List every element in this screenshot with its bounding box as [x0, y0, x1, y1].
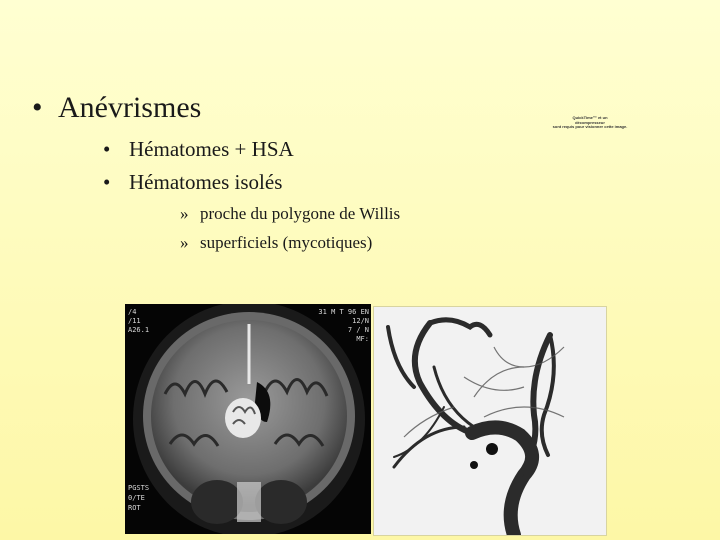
chevron-glyph: » [180, 204, 189, 223]
sub-sub-bullet-text: superficiels (mycotiques) [200, 233, 373, 252]
mri-label: ROT [128, 504, 141, 512]
mri-label: /11 [128, 317, 141, 325]
angiogram-image [373, 306, 607, 536]
mri-label: 7 / N [347, 326, 369, 334]
mri-label: PGSTS [128, 484, 150, 492]
mri-label: A26.1 [128, 326, 150, 334]
mri-label: 31 M T 96 EN [318, 308, 369, 316]
sub-sub-bullet-1 [180, 203, 400, 225]
mri-label: 0/TE [128, 494, 145, 502]
bullet-main [32, 90, 201, 126]
quicktime-line: sont requis pour visionner cette image. [552, 124, 628, 129]
sub-sub-bullet-2 [180, 232, 372, 254]
bullet-glyph: • [103, 137, 111, 161]
quicktime-line: QuickTime™ et un [572, 115, 608, 120]
quicktime-placeholder [548, 116, 632, 130]
angiogram-illustration [374, 307, 606, 535]
bullet-glyph: • [103, 170, 111, 194]
mri-label: 12/N [352, 317, 369, 325]
sub-bullet-1 [103, 136, 294, 162]
sub-bullet-text: Hématomes isolés [129, 170, 283, 194]
mri-illustration [125, 304, 371, 534]
chevron-glyph: » [180, 233, 189, 252]
image-panel [125, 304, 605, 534]
quicktime-line: décompresseur [575, 119, 605, 125]
mri-label: MF: [356, 335, 369, 343]
sub-sub-bullet-text: proche du polygone de Willis [200, 204, 401, 223]
bullet-glyph: • [32, 91, 43, 124]
mri-label: /4 [128, 308, 137, 316]
bullet-main-text: Anévrismes [58, 91, 202, 124]
sub-bullet-2 [103, 169, 282, 195]
sub-bullet-text: Hématomes + HSA [129, 137, 294, 161]
mri-coronal-image [125, 304, 371, 534]
